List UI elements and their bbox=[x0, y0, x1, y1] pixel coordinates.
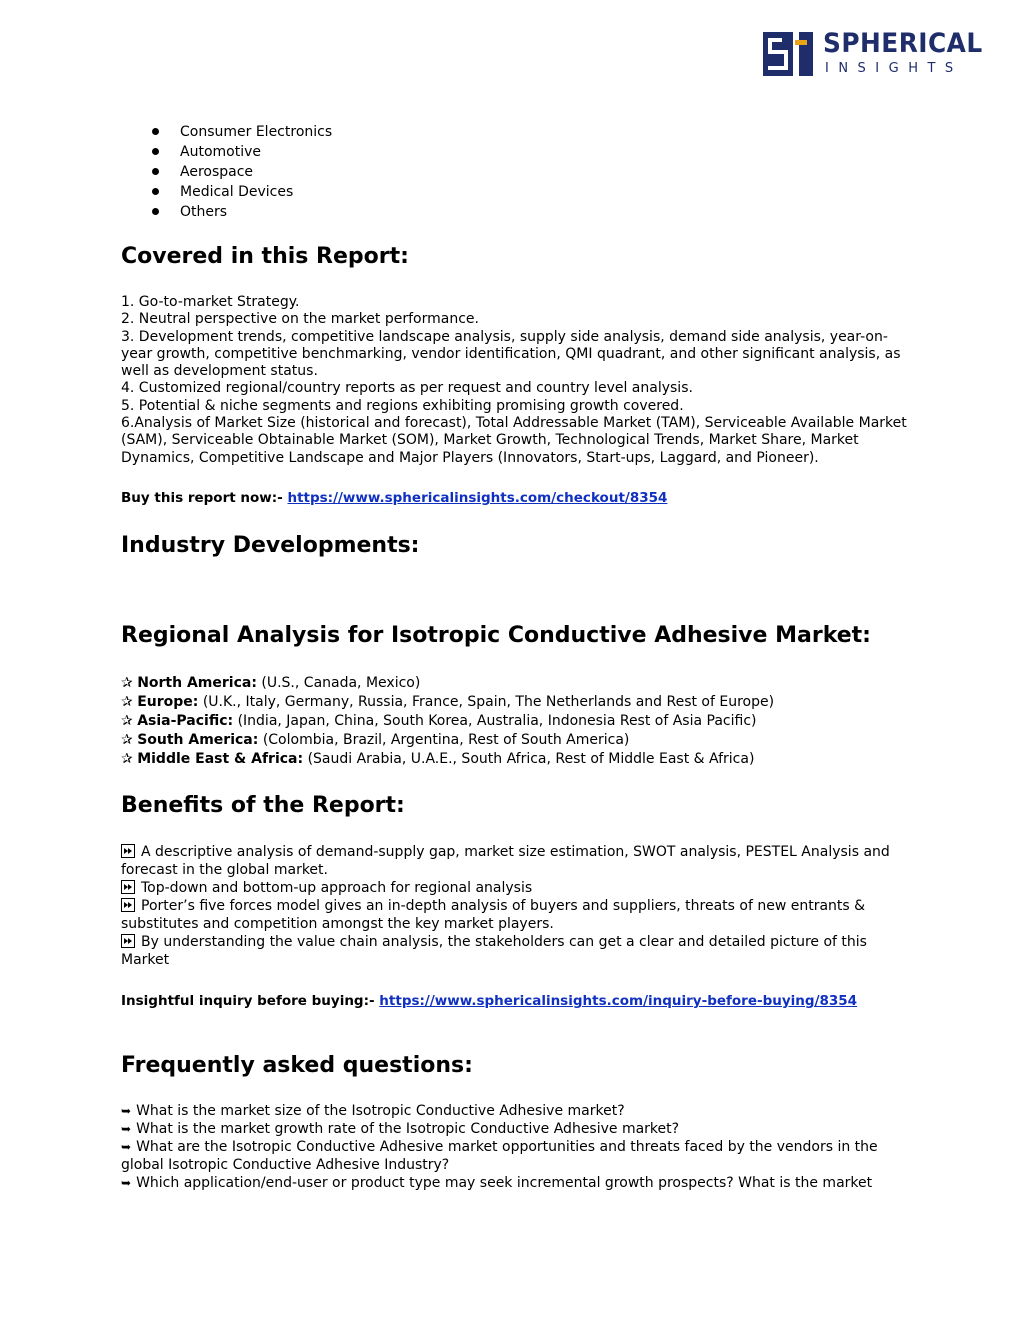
fast-forward-icon bbox=[121, 844, 135, 858]
buy-now-label: Buy this report now:- bbox=[121, 490, 288, 506]
star-icon: ✰ bbox=[121, 713, 133, 729]
benefits-heading: Benefits of the Report: bbox=[121, 793, 405, 818]
faq-list bbox=[121, 1102, 906, 1192]
inquiry-line bbox=[121, 993, 881, 1011]
logo-mark-icon bbox=[763, 32, 813, 76]
region-list bbox=[121, 674, 774, 769]
covered-item: 1. Go-to-market Strategy. bbox=[121, 294, 300, 310]
arrow-icon: ➥ bbox=[121, 1122, 132, 1136]
arrow-icon: ➥ bbox=[121, 1104, 132, 1118]
covered-heading: Covered in this Report: bbox=[121, 244, 409, 269]
bullet-icon bbox=[152, 168, 159, 175]
faq-heading: Frequently asked questions: bbox=[121, 1053, 473, 1078]
fast-forward-icon bbox=[121, 880, 135, 894]
star-icon: ✰ bbox=[121, 675, 133, 691]
benefit-item: By understanding the value chain analysis, the stakeholders can get a clear and detailed picture of this Market bbox=[121, 934, 867, 968]
benefit-item: Top-down and bottom-up approach for regional analysis bbox=[121, 879, 901, 897]
faq-item: ➥ What are the Isotropic Conductive Adhesive market opportunities and threats faced by the vendors in the global Isotropic Conductive Adhesive Industry? bbox=[121, 1139, 878, 1173]
fast-forward-icon bbox=[121, 934, 135, 948]
logo-name: SPHERICAL bbox=[823, 28, 983, 59]
regional-analysis-heading: Regional Analysis for Isotropic Conductive Adhesive Market: bbox=[121, 623, 871, 648]
list-item: Aerospace bbox=[121, 162, 332, 182]
benefit-item: Porter’s five forces model gives an in-depth analysis of buyers and suppliers, threats of new entrants & substitutes and competition amongst the key market players. bbox=[121, 898, 866, 932]
covered-item: 4. Customized regional/country reports as per request and country level analysis. bbox=[121, 380, 693, 397]
region-item: ✰ North America: (U.S., Canada, Mexico) bbox=[121, 675, 421, 691]
benefit-item: A descriptive analysis of demand-supply gap, market size estimation, SWOT analysis, PESTEL Analysis and forecast in the global market. bbox=[121, 844, 890, 878]
region-item: ✰ South America: (Colombia, Brazil, Argentina, Rest of South America) bbox=[121, 732, 630, 748]
bullet-icon bbox=[152, 188, 159, 195]
covered-item: 5. Potential & niche segments and regions exhibiting promising growth covered. bbox=[121, 397, 684, 414]
inquiry-link[interactable]: https://www.sphericalinsights.com/inquiry-before-buying/8354 bbox=[379, 993, 858, 1009]
application-bullet-list bbox=[121, 122, 332, 222]
region-item: ✰ Asia-Pacific: (India, Japan, China, South Korea, Australia, Indonesia Rest of Asia Pacific) bbox=[121, 713, 757, 729]
industry-developments-heading: Industry Developments: bbox=[121, 533, 420, 558]
benefits-list bbox=[121, 843, 901, 969]
bullet-icon bbox=[152, 128, 159, 135]
region-item: ✰ Middle East & Africa: (Saudi Arabia, U.A.E., South Africa, Rest of Middle East & Africa) bbox=[121, 751, 755, 767]
covered-list bbox=[121, 294, 911, 467]
covered-item: 2. Neutral perspective on the market performance. bbox=[121, 311, 479, 328]
list-item: Medical Devices bbox=[121, 182, 332, 202]
list-item: Others bbox=[121, 202, 332, 222]
bullet-icon bbox=[152, 148, 159, 155]
logo-tagline: INSIGHTS bbox=[825, 61, 963, 76]
region-item: ✰ Europe: (U.K., Italy, Germany, Russia, France, Spain, The Netherlands and Rest of Europe) bbox=[121, 694, 775, 710]
arrow-icon: ➥ bbox=[121, 1140, 132, 1154]
list-item: Automotive bbox=[121, 142, 332, 162]
faq-item: ➥ What is the market growth rate of the Isotropic Conductive Adhesive market? bbox=[121, 1121, 680, 1137]
spherical-insights-logo bbox=[763, 28, 983, 80]
faq-item: ➥ Which application/end-user or product type may seek incremental growth prospects? What is the market bbox=[121, 1175, 873, 1191]
arrow-icon: ➥ bbox=[121, 1176, 132, 1190]
covered-item: 3. Development trends, competitive landscape analysis, supply side analysis, demand side analysis, year-on-year growth, competitive benchmarking, vendor identification, QMI quadrant, and other significant analysis, as well as development status. bbox=[121, 328, 901, 380]
covered-item: 6.Analysis of Market Size (historical and forecast), Total Addressable Market (TAM), Serviceable Available Market (SAM), Serviceable Obtainable Market (SOM), Market Growth, Technological Trends, Market Share, Market Dynamics, Competitive Landscape and Major Players (Innovators, Start-ups, Laggard, and Pioneer). bbox=[121, 415, 907, 466]
star-icon: ✰ bbox=[121, 751, 133, 767]
inquiry-label: Insightful inquiry before buying:- bbox=[121, 993, 380, 1009]
list-item: Consumer Electronics bbox=[121, 122, 332, 142]
checkout-link[interactable]: https://www.sphericalinsights.com/checkout/8354 bbox=[287, 490, 668, 506]
faq-item: ➥ What is the market size of the Isotropic Conductive Adhesive market? bbox=[121, 1103, 625, 1119]
star-icon: ✰ bbox=[121, 694, 133, 710]
bullet-icon bbox=[152, 208, 159, 215]
star-icon: ✰ bbox=[121, 732, 133, 748]
buy-now-line bbox=[121, 490, 667, 506]
fast-forward-icon bbox=[121, 898, 135, 912]
